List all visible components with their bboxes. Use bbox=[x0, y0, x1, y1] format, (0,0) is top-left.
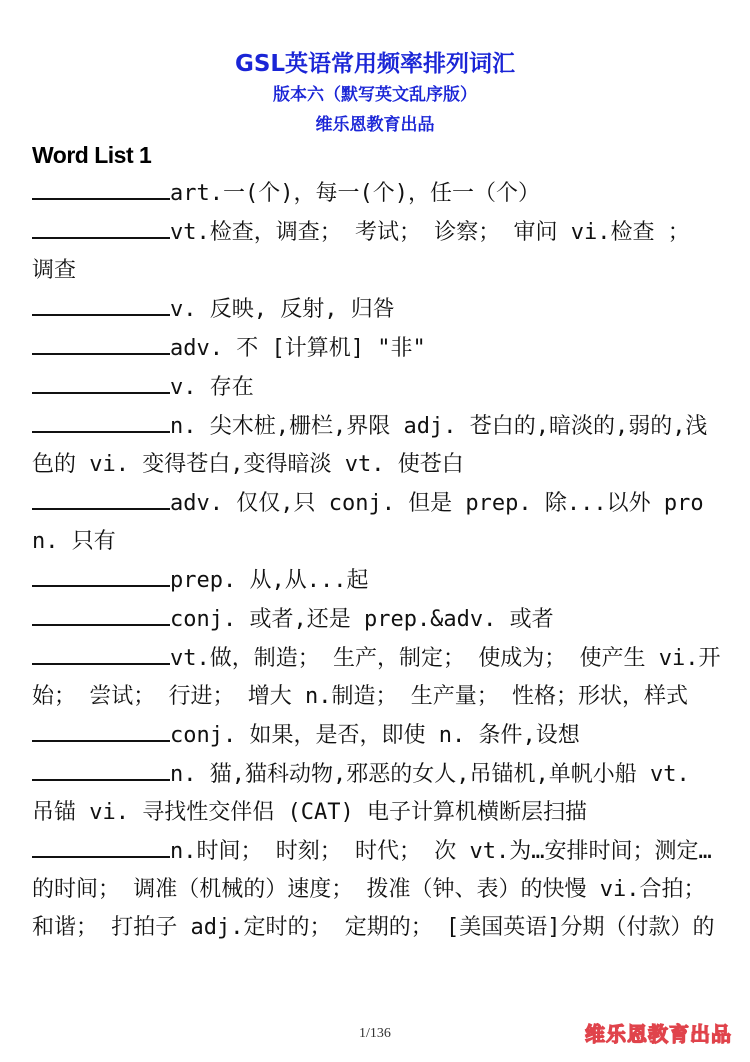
entry-definition: adv. 不 [计算机] "非" bbox=[170, 336, 426, 361]
vocab-entry bbox=[32, 213, 722, 290]
answer-blank bbox=[32, 213, 170, 239]
answer-blank bbox=[32, 600, 170, 626]
vocab-entry bbox=[32, 290, 722, 329]
vocab-entry bbox=[32, 832, 722, 947]
entry-definition: prep. 从,从...起 bbox=[170, 568, 369, 593]
vocab-entry bbox=[32, 484, 722, 561]
entry-definition: vt.做，制造； 生产，制定； 使成为； 使产生 vi.开始； 尝试； 行进； 增大 n.制造； 生产量； 性格；形状，样式 bbox=[32, 646, 721, 709]
entry-definition: v. 反映, 反射, 归咎 bbox=[170, 297, 395, 322]
entry-definition: conj. 如果，是否，即使 n. 条件,设想 bbox=[170, 723, 580, 748]
answer-blank bbox=[32, 561, 170, 587]
vocabulary-list bbox=[32, 174, 722, 947]
entry-definition: conj. 或者,还是 prep.&adv. 或者 bbox=[170, 607, 554, 632]
entry-definition: n.时间； 时刻； 时代； 次 vt.为…安排时间；测定…的时间； 调准（机械的）速度； 拨准（钟、表）的快慢 vi.合拍； 和谐； 打拍子 adj.定时的； 定期的； [美国英语]分期（付款）的 bbox=[32, 839, 715, 940]
document-subtitle: 版本六（默写英文乱序版） bbox=[273, 85, 477, 105]
page-number: 1/136 bbox=[359, 1026, 391, 1041]
answer-blank bbox=[32, 290, 170, 316]
answer-blank bbox=[32, 716, 170, 742]
publisher-line: 维乐恩教育出品 bbox=[315, 115, 435, 135]
vocab-entry bbox=[32, 368, 722, 407]
vocab-entry bbox=[32, 174, 722, 213]
vocab-entry bbox=[32, 639, 722, 716]
vocab-entry bbox=[32, 755, 722, 832]
answer-blank bbox=[32, 639, 170, 665]
vocab-entry bbox=[32, 407, 722, 484]
word-list-title: Word List 1 bbox=[32, 142, 152, 168]
entry-definition: adv. 仅仅,只 conj. 但是 prep. 除...以外 pron. 只有 bbox=[32, 491, 704, 554]
answer-blank bbox=[32, 368, 170, 394]
answer-blank bbox=[32, 832, 170, 858]
answer-blank bbox=[32, 755, 170, 781]
entry-definition: v. 存在 bbox=[170, 375, 254, 400]
publisher-watermark: 维乐恩教育出品 bbox=[585, 1022, 732, 1046]
entry-definition: art.一(个)，每一(个)，任一（个） bbox=[170, 181, 540, 206]
vocab-entry bbox=[32, 329, 722, 368]
entry-definition: n. 尖木桩,栅栏,界限 adj. 苍白的,暗淡的,弱的,浅色的 vi. 变得苍白,变得暗淡 vt. 使苍白 bbox=[32, 414, 708, 477]
answer-blank bbox=[32, 174, 170, 200]
answer-blank bbox=[32, 329, 170, 355]
document-title: GSL英语常用频率排列词汇 bbox=[234, 51, 516, 77]
answer-blank bbox=[32, 484, 170, 510]
entry-definition: vt.检查，调查； 考试； 诊察； 审问 vi.检查 ； 调查 bbox=[32, 220, 690, 283]
vocab-entry bbox=[32, 561, 722, 600]
entry-definition: n. 猫,猫科动物,邪恶的女人,吊锚机,单帆小船 vt. 吊锚 vi. 寻找性交伴侣 (CAT) 电子计算机横断层扫描 bbox=[32, 762, 690, 825]
vocab-entry bbox=[32, 716, 722, 755]
answer-blank bbox=[32, 407, 170, 433]
vocab-entry bbox=[32, 600, 722, 639]
